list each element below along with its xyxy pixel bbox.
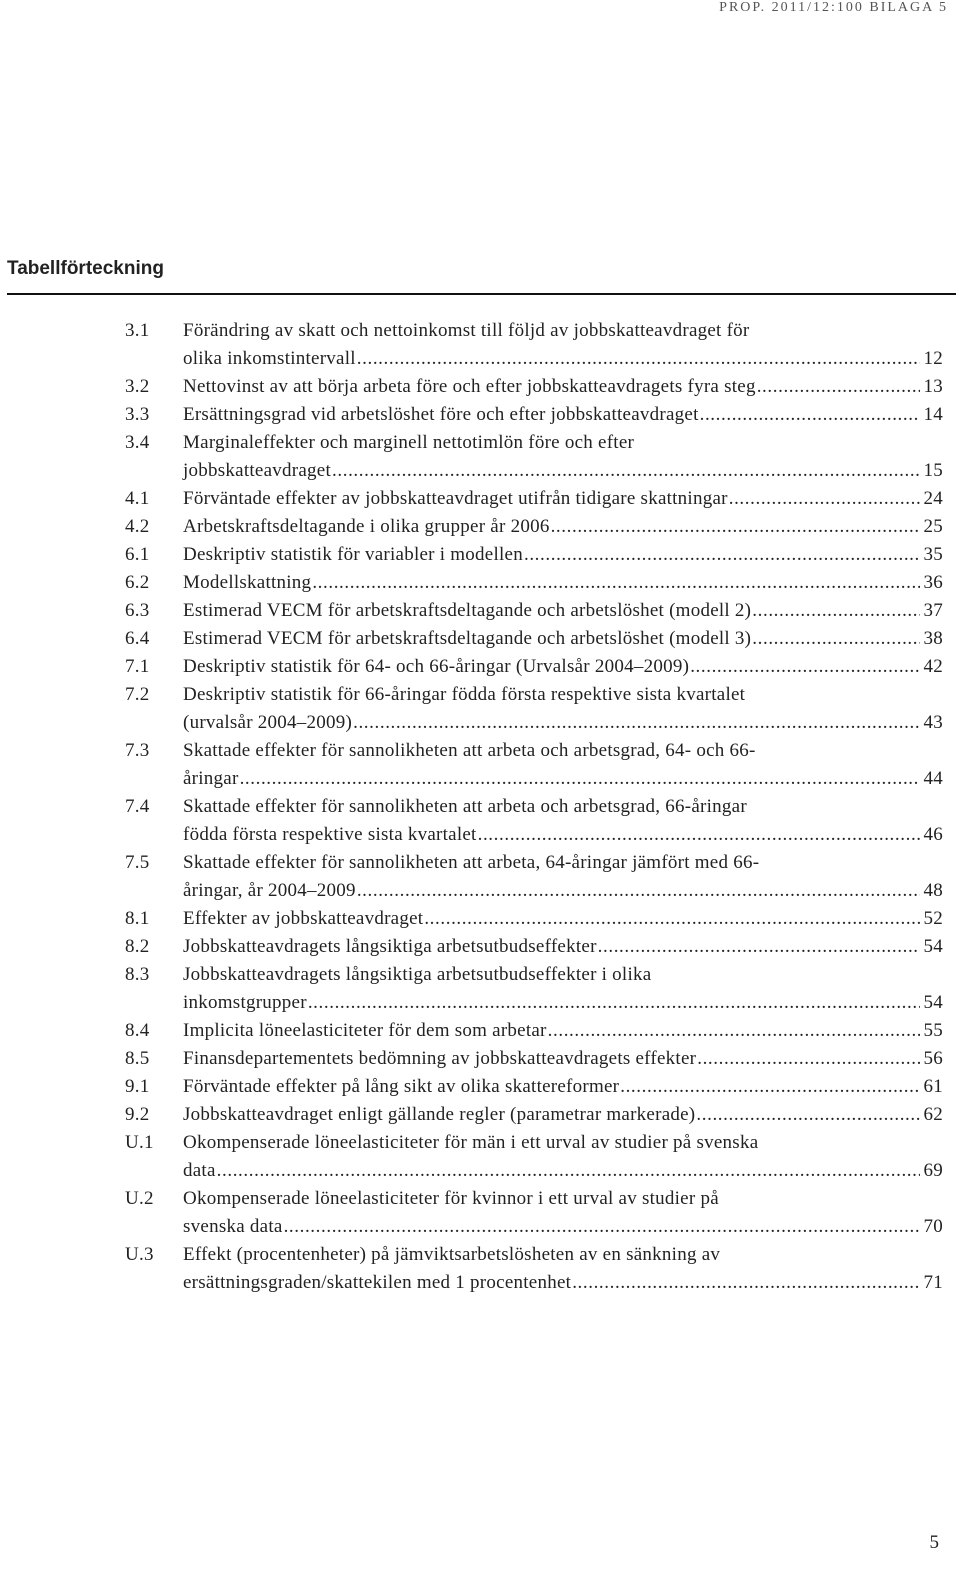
toc-entry-page: 56 [923, 1048, 943, 1069]
toc-entry-title: Deskriptiv statistik för 64- och 66-åringar (Urvalsår 2004–2009) [183, 656, 690, 677]
toc-entry-title: Förändring av skatt och nettoinkomst till följd av jobbskatteavdraget för [183, 320, 750, 341]
dot-leader [357, 877, 920, 905]
toc-entry-title: Finansdepartementets bedömning av jobbskatteavdragets effekter [183, 1048, 697, 1069]
toc-entry-number: 3.2 [125, 376, 150, 397]
toc-entry-title: Skattade effekter för sannolikheten att arbeta och arbetsgrad, 66-åringar [183, 796, 747, 817]
dot-leader [312, 569, 919, 597]
toc-entry-number: 4.2 [125, 516, 150, 537]
toc-entry-number: U.1 [125, 1132, 154, 1153]
toc-entry-number: U.2 [125, 1188, 154, 1209]
section-heading: Tabellförteckning [7, 258, 164, 279]
toc-entry-title: Jobbskatteavdragets långsiktiga arbetsutbudseffekter [183, 936, 597, 957]
toc-entry-title: åringar, år 2004–2009 [183, 880, 356, 901]
toc-entry-number: 8.5 [125, 1048, 150, 1069]
toc-entry-number: 6.3 [125, 600, 150, 621]
toc-entry-title: Ersättningsgrad vid arbetslöshet före och efter jobbskatteavdraget [183, 404, 699, 425]
toc-entry-title: Effekter av jobbskatteavdraget [183, 908, 424, 929]
heading-rule [7, 293, 956, 295]
dot-leader [524, 541, 920, 569]
toc-entry-title: (urvalsår 2004–2009) [183, 712, 353, 733]
toc-entry[interactable] [125, 513, 943, 541]
toc-entry-page: 70 [923, 1216, 943, 1237]
toc-entry-page: 55 [923, 1020, 943, 1041]
toc-entry[interactable] [125, 1017, 943, 1045]
toc-entry-title: Skattade effekter för sannolikheten att arbeta, 64-åringar jämfört med 66- [183, 852, 760, 873]
dot-leader [478, 821, 920, 849]
toc-entry-number: 6.2 [125, 572, 150, 593]
toc-entry-title: jobbskatteavdraget [183, 460, 332, 481]
toc-entry[interactable] [125, 849, 943, 905]
toc-entry[interactable] [125, 737, 943, 793]
toc-entry-title: Jobbskatteavdragets långsiktiga arbetsutbudseffekter i olika [183, 964, 652, 985]
toc-entry-title: Okompenserade löneelasticiteter för kvinnor i ett urval av studier på [183, 1188, 719, 1209]
toc-entry-title: data [183, 1160, 216, 1181]
toc-entry-page: 44 [923, 768, 943, 789]
toc-entry[interactable] [125, 541, 943, 569]
toc-entry-page: 71 [923, 1272, 943, 1293]
toc-entry-title: Jobbskatteavdraget enligt gällande regler (parametrar markerade) [183, 1104, 696, 1125]
toc-entry-page: 12 [923, 348, 943, 369]
toc-entry[interactable] [125, 681, 943, 737]
toc-entry-number: 8.1 [125, 908, 150, 929]
toc-entry-title: Förväntade effekter av jobbskatteavdraget utifrån tidigare skattningar [183, 488, 728, 509]
toc-entry[interactable] [125, 569, 943, 597]
toc-entry[interactable] [125, 1185, 943, 1241]
toc-entry[interactable] [125, 625, 943, 653]
dot-leader [598, 933, 920, 961]
toc-entry-number: 3.1 [125, 320, 150, 341]
running-header: PROP. 2011/12:100 BILAGA 5 [719, 0, 948, 15]
dot-leader [697, 1045, 919, 1073]
toc-entry[interactable] [125, 317, 943, 373]
dot-leader [572, 1269, 919, 1297]
toc-entry[interactable] [125, 373, 943, 401]
dot-leader [551, 513, 920, 541]
toc-entry-number: 9.2 [125, 1104, 150, 1125]
toc-entry-number: 6.1 [125, 544, 150, 565]
toc-entry[interactable] [125, 401, 943, 429]
toc-entry-page: 62 [923, 1104, 943, 1125]
toc-entry-title: ersättningsgraden/skattekilen med 1 procentenhet [183, 1272, 572, 1293]
toc-entry-page: 13 [923, 376, 943, 397]
toc-entry-title: Modellskattning [183, 572, 312, 593]
toc-entry-page: 42 [923, 656, 943, 677]
toc-entry-title: inkomstgrupper [183, 992, 307, 1013]
dot-leader [620, 1073, 919, 1101]
dot-leader [548, 1017, 920, 1045]
dot-leader [284, 1213, 920, 1241]
dot-leader [424, 905, 919, 933]
table-of-tables [125, 317, 943, 1297]
toc-entry-title: Förväntade effekter på lång sikt av olika skattereformer [183, 1076, 620, 1097]
toc-entry-title: Arbetskraftsdeltagande i olika grupper år 2006 [183, 516, 550, 537]
toc-entry-page: 38 [923, 628, 943, 649]
toc-entry-title: födda första respektive sista kvartalet [183, 824, 477, 845]
toc-entry-title: Marginaleffekter och marginell nettotimlön före och efter [183, 432, 635, 453]
toc-entry-title: Skattade effekter för sannolikheten att arbeta och arbetsgrad, 64- och 66- [183, 740, 756, 761]
toc-entry-page: 14 [923, 404, 943, 425]
toc-entry-number: 7.1 [125, 656, 150, 677]
toc-entry[interactable] [125, 597, 943, 625]
dot-leader [240, 765, 920, 793]
dot-leader [752, 625, 919, 653]
toc-entry-number: 7.4 [125, 796, 150, 817]
toc-entry-page: 61 [923, 1076, 943, 1097]
toc-entry-page: 37 [923, 600, 943, 621]
toc-entry-page: 48 [923, 880, 943, 901]
toc-entry-number: 6.4 [125, 628, 150, 649]
toc-entry-number: 3.3 [125, 404, 150, 425]
toc-entry-title: Estimerad VECM för arbetskraftsdeltagande och arbetslöshet (modell 2) [183, 600, 752, 621]
toc-entry-title: Deskriptiv statistik för 66-åringar födda första respektive sista kvartalet [183, 684, 746, 705]
dot-leader [353, 709, 919, 737]
toc-entry[interactable] [125, 933, 943, 961]
toc-entry[interactable] [125, 1101, 943, 1129]
toc-entry-title: Implicita löneelasticiteter för dem som arbetar [183, 1020, 547, 1041]
toc-entry-title: Nettovinst av att börja arbeta före och efter jobbskatteavdragets fyra steg [183, 376, 756, 397]
toc-entry-title: svenska data [183, 1216, 283, 1237]
toc-entry-number: 7.5 [125, 852, 150, 873]
toc-entry-page: 25 [923, 516, 943, 537]
toc-entry-title: Effekt (procentenheter) på jämviktsarbetslösheten av en sänkning av [183, 1244, 721, 1265]
dot-leader [308, 989, 920, 1017]
toc-entry-page: 54 [923, 992, 943, 1013]
toc-entry-number: 9.1 [125, 1076, 150, 1097]
toc-entry-title: Okompenserade löneelasticiteter för män i ett urval av studier på svenska [183, 1132, 759, 1153]
toc-entry[interactable] [125, 429, 943, 485]
dot-leader [690, 653, 919, 681]
dot-leader [752, 597, 919, 625]
toc-entry-title: Deskriptiv statistik för variabler i modellen [183, 544, 523, 565]
dot-leader [357, 345, 920, 373]
dot-leader [696, 1101, 919, 1129]
toc-entry[interactable] [125, 1073, 943, 1101]
toc-entry-number: 4.1 [125, 488, 150, 509]
dot-leader [757, 373, 920, 401]
toc-entry-title: åringar [183, 768, 239, 789]
toc-entry-page: 15 [923, 460, 943, 481]
dot-leader [729, 485, 920, 513]
toc-entry-title: olika inkomstintervall [183, 348, 356, 369]
toc-entry[interactable] [125, 905, 943, 933]
toc-entry-page: 36 [923, 572, 943, 593]
toc-entry-page: 52 [923, 908, 943, 929]
toc-entry-title: Estimerad VECM för arbetskraftsdeltagande och arbetslöshet (modell 3) [183, 628, 752, 649]
toc-entry-number: 8.4 [125, 1020, 150, 1041]
toc-entry-number: 7.2 [125, 684, 150, 705]
toc-entry-page: 43 [923, 712, 943, 733]
toc-entry[interactable] [125, 1045, 943, 1073]
dot-leader [332, 457, 919, 485]
toc-entry-page: 24 [923, 488, 943, 509]
page-number: 5 [929, 1532, 939, 1553]
toc-entry-page: 54 [923, 936, 943, 957]
toc-entry-number: 8.3 [125, 964, 150, 985]
dot-leader [700, 401, 920, 429]
toc-entry-number: 8.2 [125, 936, 150, 957]
toc-entry[interactable] [125, 1241, 943, 1297]
toc-entry-page: 69 [923, 1160, 943, 1181]
toc-entry-page: 46 [923, 824, 943, 845]
toc-entry[interactable] [125, 1129, 943, 1185]
toc-entry[interactable] [125, 485, 943, 513]
dot-leader [217, 1157, 920, 1185]
toc-entry-page: 35 [923, 544, 943, 565]
toc-entry-number: 3.4 [125, 432, 150, 453]
toc-entry[interactable] [125, 961, 943, 1017]
toc-entry-number: U.3 [125, 1244, 154, 1265]
toc-entry[interactable] [125, 793, 943, 849]
toc-entry-number: 7.3 [125, 740, 150, 761]
toc-entry[interactable] [125, 653, 943, 681]
